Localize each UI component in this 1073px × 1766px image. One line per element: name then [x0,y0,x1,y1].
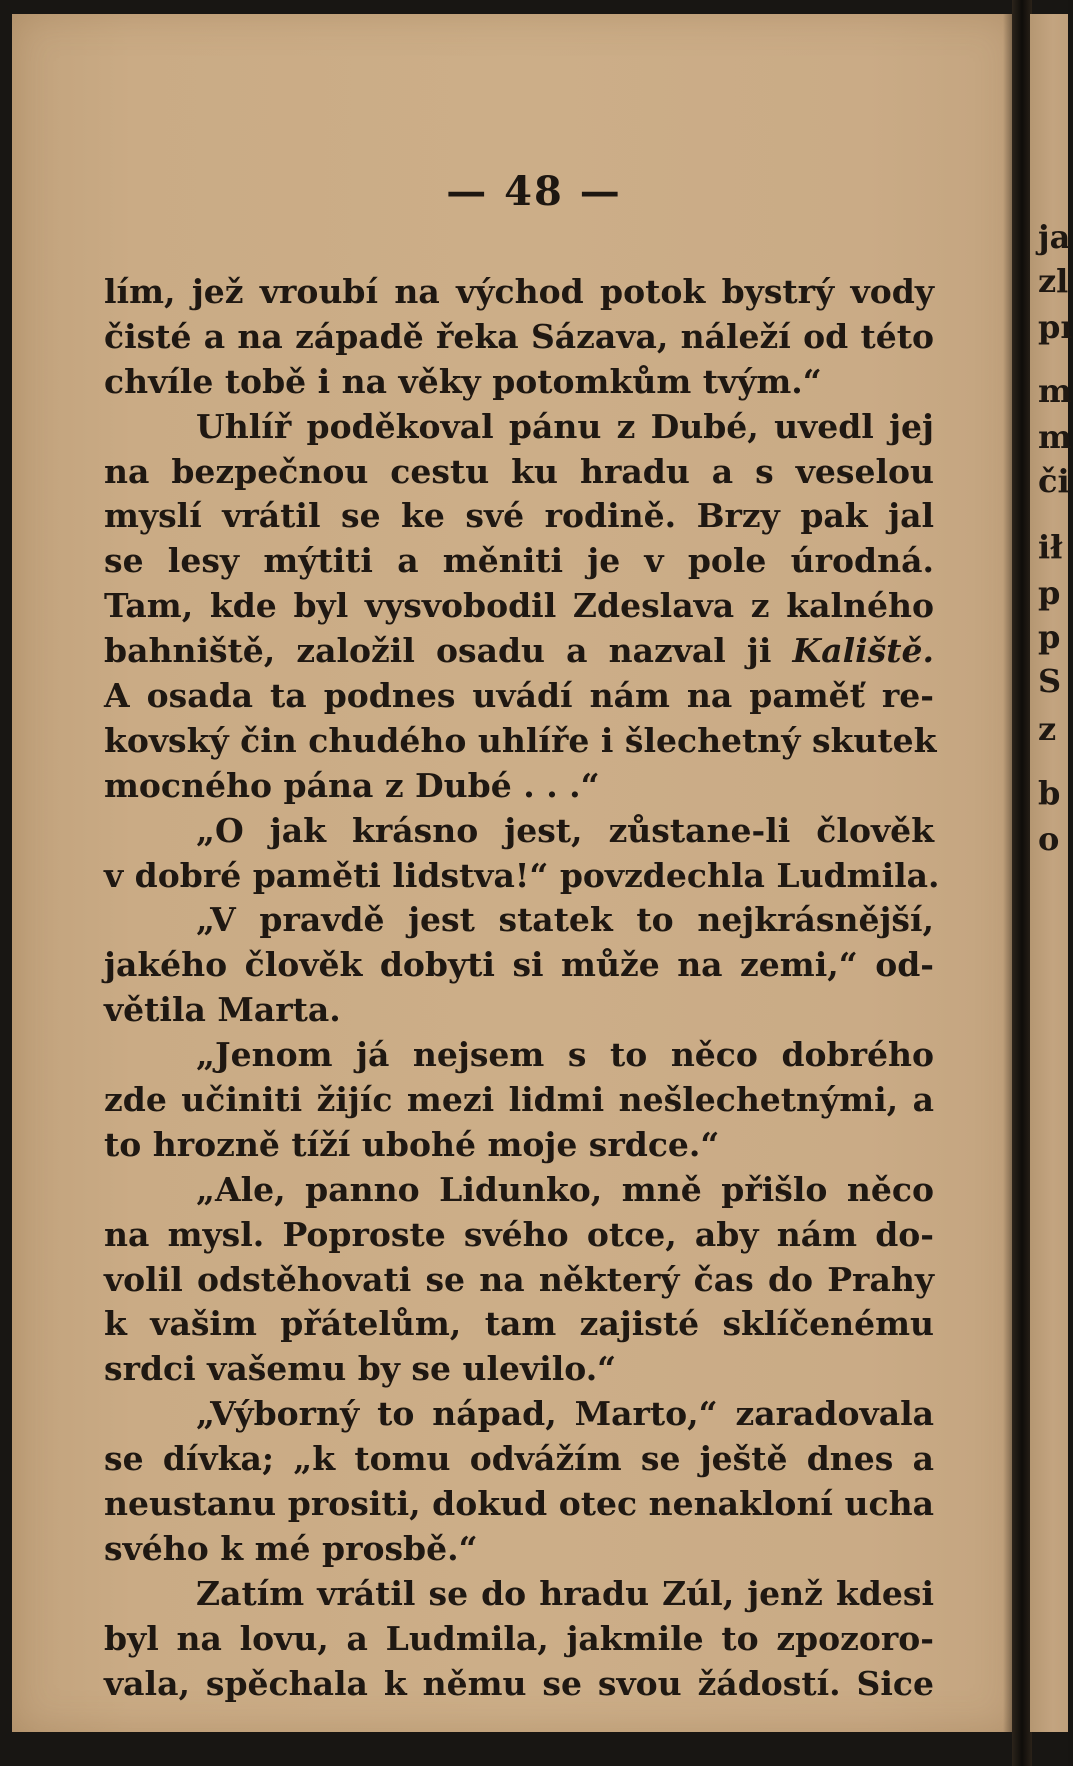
text-line [104,315,934,360]
text-line-content: Tam, kde byl vysvobodil Zdeslava z kalného [104,586,934,626]
next-page-fragment: zl [1038,262,1069,300]
text-line-content: mocného pána z Dubé . . .“ [104,765,600,805]
text-line-content: kovský čin chudého uhlíře i šlechetný skutek [104,720,937,760]
text-line-content: „O jak krásno jest, zůstane-li člověk [196,810,934,850]
next-page-fragment: ił [1038,528,1063,566]
next-page-fragment: m [1038,418,1072,456]
text-line [104,988,934,1033]
text-line-content: „Jenom já nejsem s to něco dobrého [196,1035,934,1075]
next-page-fragment: pı [1038,308,1073,346]
text-line [104,360,934,405]
next-page-fragment: ja [1038,218,1071,256]
text-line-content: „V pravdě jest statek to nejkrásnější, [196,900,934,940]
text-line [104,405,934,450]
body-text [104,270,940,1707]
text-line [104,1527,934,1572]
text-line [104,1482,934,1527]
text-line [104,943,934,988]
text-line-content: to hrozně tíží ubohé moje srdce.“ [104,1124,720,1164]
text-line [104,1617,934,1662]
text-line-content: Zatím vrátil se do hradu Zúl, jenž kdesi [196,1573,934,1613]
text-line-content: se lesy mýtiti a měniti je v pole úrodná. [104,541,934,581]
text-line [104,854,940,899]
text-line [104,1168,934,1213]
page-number: — 48 — [446,168,622,215]
text-line-content: k vašim přátelům, tam zajisté sklíčenému [104,1304,934,1344]
text-line-content: čisté a na západě řeka Sázava, náleží od této [104,316,934,356]
text-line [104,270,934,315]
next-page-fragment: či [1038,462,1070,500]
text-line-content: byl na lovu, a Ludmila, jakmile to zpozoro- [104,1618,934,1658]
text-line [104,719,937,764]
text-line-content: na mysl. Poproste svého otce, aby nám do- [104,1214,934,1254]
text-line-content: A osada ta podnes uvádí nám na paměť re- [104,676,934,716]
text-line [104,1437,934,1482]
text-line [104,1347,934,1392]
text-line-content: se dívka; „k tomu odvážím se ještě dnes a [104,1439,934,1479]
text-line [104,1033,934,1078]
text-line [104,1213,934,1258]
text-line-content: jakého člověk dobyti si může na zemi,“ od- [104,945,934,985]
text-line-content: bahniště, založil osadu a nazval ji [104,631,772,671]
text-line [104,809,934,854]
text-line-content: volil odstěhovati se na některý čas do Prahy [104,1259,934,1299]
next-page-fragment: m [1038,372,1072,410]
text-line [104,1662,934,1707]
next-page-edge [1030,14,1073,1732]
text-line-content: vala, spěchala k němu se svou žádostí. Sice [104,1663,934,1703]
next-page-fragment: p [1038,618,1061,656]
text-line-content: Uhlíř poděkoval pánu z Dubé, uvedl jej [196,406,934,446]
italic-place-name: Kaliště. [792,631,934,671]
text-line-content: chvíle tobě i na věky potomkům tvým.“ [104,361,822,401]
text-line [104,1392,934,1437]
text-line-content: „Výborný to nápad, Marto,“ zaradovala [196,1394,934,1434]
text-line-content: srdci vašemu by se ulevilo.“ [104,1349,617,1389]
text-line [104,1302,934,1347]
text-line [104,494,934,539]
text-line [104,1078,934,1123]
text-line [104,674,934,719]
text-line-content: zde učiniti žijíc mezi lidmi nešlechetnými, a [104,1080,934,1120]
text-line-content: neustanu prositi, dokud otec nenakloní ucha [104,1484,934,1524]
text-line [104,450,934,495]
text-line [104,1123,934,1168]
text-line-content: větila Marta. [104,990,341,1030]
next-page-fragment: p [1038,574,1061,612]
next-page-fragment: z [1038,710,1057,748]
text-line-content: na bezpečnou cestu ku hradu a s veselou [104,451,934,491]
text-line [104,1258,934,1303]
text-line [104,629,934,674]
text-line-content: v dobré paměti lidstva!“ povzdechla Ludmila. [104,855,940,895]
next-page-fragment: b [1038,774,1061,812]
next-page-fragment: S [1038,662,1062,700]
text-line-content: svého k mé prosbě.“ [104,1528,478,1568]
book-gutter [1012,0,1032,1766]
text-line [104,898,934,943]
text-line [104,584,934,629]
text-line-content: lím, jež vroubí na východ potok bystrý vody [104,272,934,311]
text-line [104,1572,934,1617]
text-line-content: myslí vrátil se ke své rodině. Brzy pak jal [104,496,934,536]
text-line-content: „Ale, panno Lidunko, mně přišlo něco [196,1169,934,1209]
next-page-fragment: o [1038,820,1060,858]
text-line [104,764,934,809]
text-line [104,539,934,584]
